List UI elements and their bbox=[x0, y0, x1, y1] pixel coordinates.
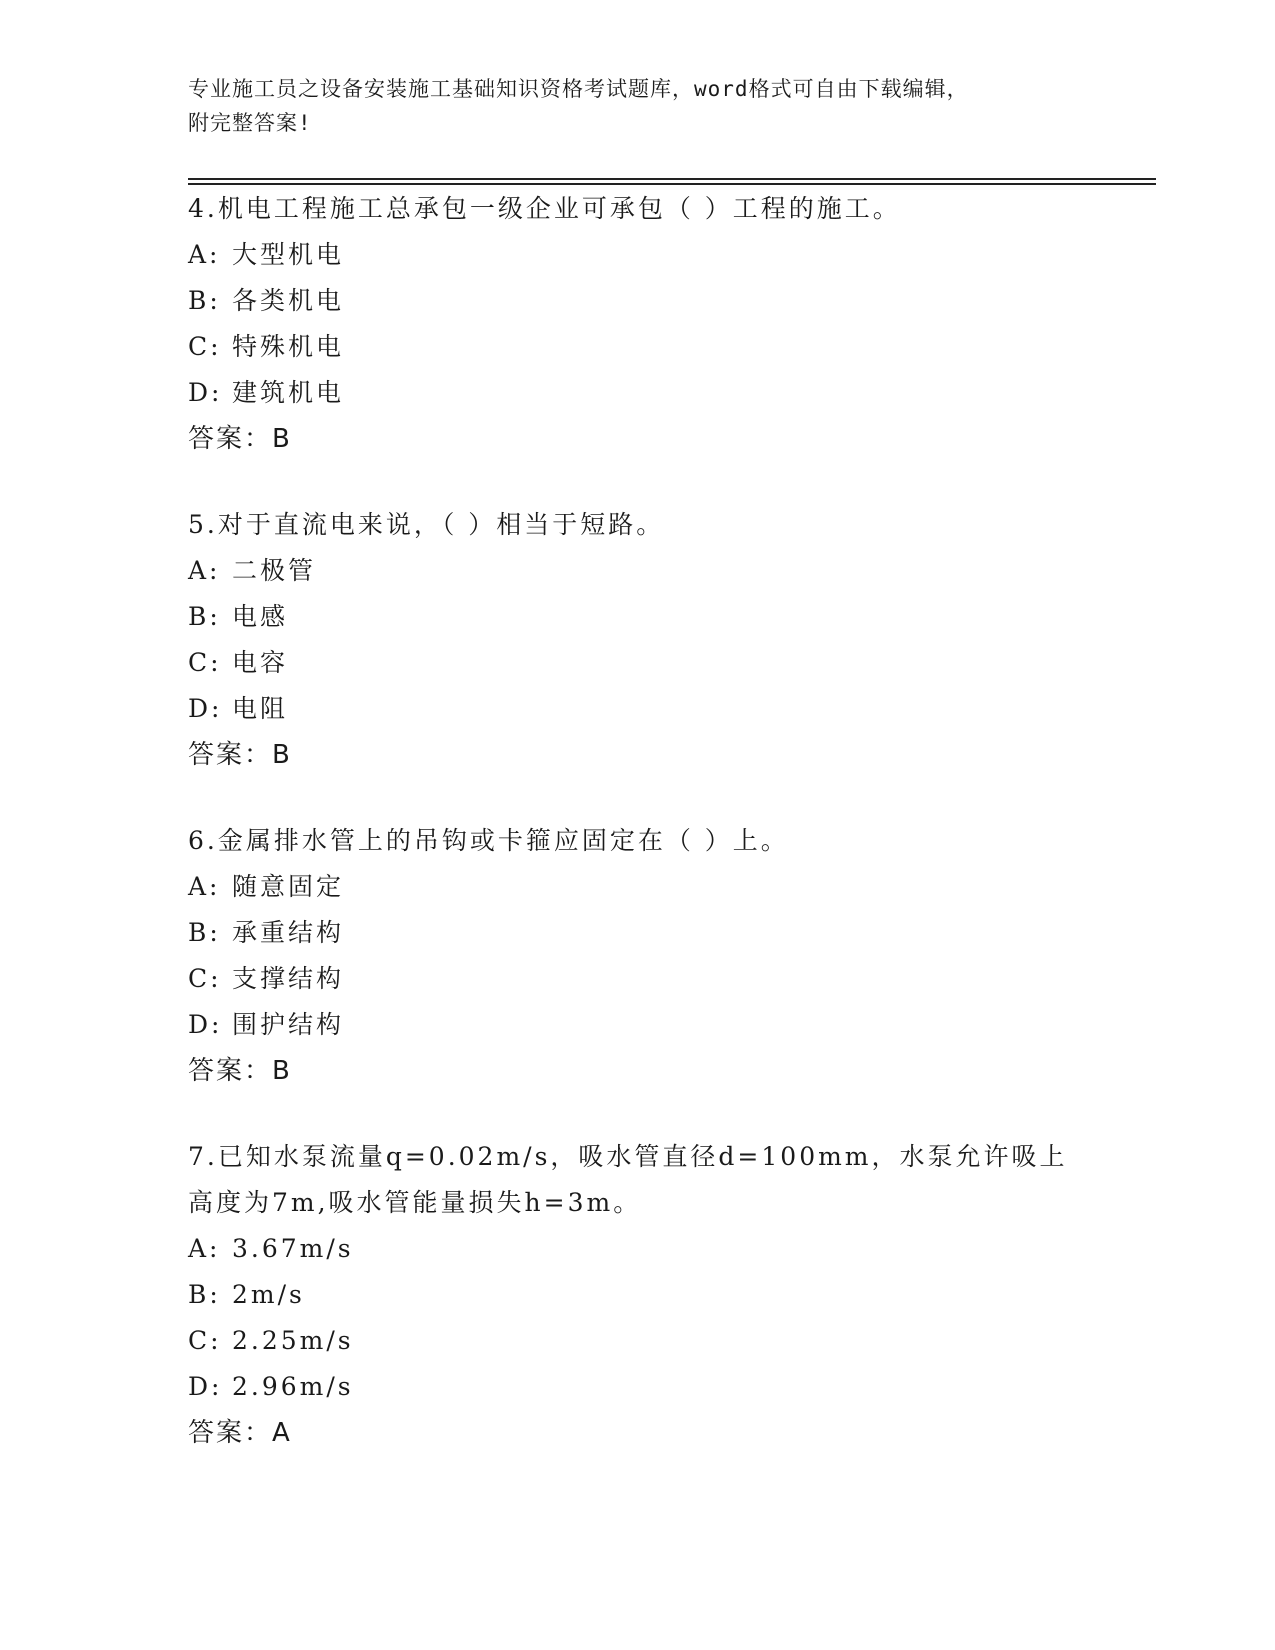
option-text: 承重结构 bbox=[232, 918, 345, 947]
option-key: A: bbox=[188, 240, 221, 269]
option-a bbox=[188, 864, 1088, 910]
question-4 bbox=[188, 186, 1088, 462]
option-key: C: bbox=[188, 1326, 222, 1355]
option-b bbox=[188, 910, 1088, 956]
option-text: 电容 bbox=[232, 648, 289, 677]
option-b bbox=[188, 1272, 1068, 1318]
header-divider-top bbox=[188, 178, 1156, 180]
option-text: 3.67m/s bbox=[232, 1234, 354, 1263]
option-text: 随意固定 bbox=[232, 872, 345, 901]
option-b bbox=[188, 594, 1088, 640]
option-key: B: bbox=[188, 1280, 221, 1309]
option-text: 大型机电 bbox=[232, 240, 345, 269]
option-key: A: bbox=[188, 1234, 221, 1263]
answer: 答案：A bbox=[188, 1418, 292, 1448]
option-d bbox=[188, 1002, 1088, 1048]
answer: 答案：B bbox=[188, 1056, 292, 1086]
option-c bbox=[188, 956, 1088, 1002]
option-key: D: bbox=[188, 378, 223, 407]
option-key: C: bbox=[188, 648, 222, 677]
option-key: A: bbox=[188, 872, 221, 901]
question-stem: 6.金属排水管上的吊钩或卡箍应固定在（ ）上。 bbox=[188, 826, 789, 855]
option-d bbox=[188, 1364, 1068, 1410]
question-stem: 7.已知水泵流量q=0.02m/s，吸水管直径d=100mm，水泵允许吸上高度为7m,吸水管能量损失h=3m。 bbox=[188, 1142, 1068, 1217]
option-key: C: bbox=[188, 964, 222, 993]
option-text: 2m/s bbox=[232, 1280, 305, 1309]
option-text: 电阻 bbox=[232, 694, 289, 723]
option-text: 各类机电 bbox=[232, 286, 345, 315]
answer: 答案：B bbox=[188, 424, 292, 454]
option-text: 2.25m/s bbox=[232, 1326, 354, 1355]
option-d bbox=[188, 370, 1088, 416]
question-7 bbox=[188, 1134, 1068, 1456]
option-key: B: bbox=[188, 286, 221, 315]
answer: 答案：B bbox=[188, 740, 292, 770]
option-key: D: bbox=[188, 1010, 223, 1039]
option-key: D: bbox=[188, 694, 223, 723]
option-b bbox=[188, 278, 1088, 324]
question-6 bbox=[188, 818, 1088, 1094]
option-text: 2.96m/s bbox=[232, 1372, 354, 1401]
header-line-1: 专业施工员之设备安装施工基础知识资格考试题库，word格式可自由下载编辑， bbox=[188, 77, 969, 101]
header-divider-bottom bbox=[188, 183, 1156, 185]
option-c bbox=[188, 640, 1088, 686]
option-d bbox=[188, 686, 1088, 732]
option-key: D: bbox=[188, 1372, 223, 1401]
option-a bbox=[188, 548, 1088, 594]
option-text: 建筑机电 bbox=[232, 378, 345, 407]
option-text: 电感 bbox=[232, 602, 289, 631]
option-key: B: bbox=[188, 602, 221, 631]
document-header bbox=[188, 72, 1068, 140]
option-text: 围护结构 bbox=[232, 1010, 345, 1039]
option-text: 二极管 bbox=[232, 556, 317, 585]
option-key: A: bbox=[188, 556, 221, 585]
option-key: B: bbox=[188, 918, 221, 947]
option-c bbox=[188, 1318, 1068, 1364]
option-a bbox=[188, 1226, 1068, 1272]
option-text: 特殊机电 bbox=[232, 332, 345, 361]
question-5 bbox=[188, 502, 1088, 778]
option-c bbox=[188, 324, 1088, 370]
option-key: C: bbox=[188, 332, 222, 361]
option-text: 支撑结构 bbox=[232, 964, 345, 993]
question-stem: 4.机电工程施工总承包一级企业可承包（ ）工程的施工。 bbox=[188, 194, 901, 223]
header-line-2: 附完整答案! bbox=[188, 111, 312, 135]
question-stem: 5.对于直流电来说，（ ）相当于短路。 bbox=[188, 510, 665, 539]
option-a bbox=[188, 232, 1088, 278]
